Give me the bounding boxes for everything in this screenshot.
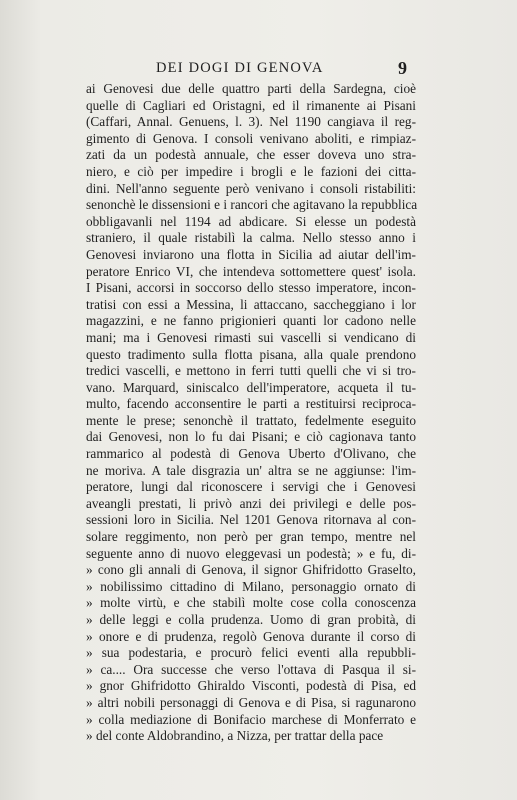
text-line: » onore e di prudenza, regolò Genova durante il corso di bbox=[86, 628, 416, 644]
text-line: dai Genovesi, non lo fu dai Pisani; e ciò cagionava tanto bbox=[86, 429, 416, 445]
text-line: ai Genovesi due delle quattro parti della Sardegna, cioè bbox=[86, 81, 416, 96]
text-line: straniero, il quale ristabilì la calma. Nello stesso anno i bbox=[86, 230, 416, 246]
text-line: quelle di Cagliari ed Oristagni, ed il rimanente ai Pisani bbox=[86, 97, 416, 113]
text-line: tredici vascelli, e mettono in ferri tutti quelli che vi si tro- bbox=[86, 363, 416, 379]
text-line: dini. Nell'anno seguente però venivano i consoli ristabiliti: bbox=[86, 180, 416, 196]
body-text bbox=[86, 81, 416, 745]
text-line: mani; ma i Genovesi rimasti sui vascelli si vendicano di bbox=[86, 329, 416, 345]
page-number: 9 bbox=[398, 58, 407, 78]
text-line: sessioni loro in Sicilia. Nel 1201 Genova ritornava al con- bbox=[86, 512, 416, 528]
text-line: questo tradimento sulla flotta pisana, alla quale prendono bbox=[86, 346, 416, 362]
text-line: » colla mediazione di Bonifacio marchese di Monferrato e bbox=[86, 711, 416, 727]
text-line: I Pisani, accorsi in soccorso dello stesso imperatore, incon- bbox=[86, 280, 416, 296]
text-line: » del conte Aldobrandino, a Nizza, per trattar della pace bbox=[86, 728, 384, 744]
text-line: » delle leggi e colla prudenza. Uomo di gran probità, di bbox=[86, 612, 416, 627]
text-line: » ca.... Ora successe che verso l'ottava di Pasqua il si- bbox=[86, 661, 416, 677]
text-line: » altri nobili personaggi di Genova e di Pisa, si ragunarono bbox=[86, 694, 416, 710]
text-line: peratore Enrico VI, che intendeva sottomettere quest' isola. bbox=[86, 263, 416, 279]
text-line: » gnor Ghifridotto Ghiraldo Visconti, podestà di Pisa, ed bbox=[86, 678, 416, 694]
text-line: zati da un podestà annuale, che esser doveva uno stra- bbox=[86, 147, 416, 163]
text-line: niero, e ciò per impedire i brogli e le fazioni dei citta- bbox=[86, 163, 416, 179]
text-line: » molte virtù, e che stabilì molte cose colla conoscenza bbox=[86, 595, 416, 611]
text-line: gimento di Genova. I consoli venivano aboliti, e rimpiaz- bbox=[86, 130, 416, 146]
running-title: DEI DOGI DI GENOVA bbox=[156, 60, 324, 76]
text-line: obbligavanli nel 1194 ad abdicare. Si elesse un podestà bbox=[86, 213, 416, 229]
text-line: tratisi con essi a Messina, li attaccano, saccheggiano i lor bbox=[86, 296, 416, 312]
text-line: mente le prese; senonchè il trattato, fedelmente eseguito bbox=[86, 412, 416, 428]
text-line: rammarico al podestà di Genova Uberto d'Olivano, che bbox=[86, 446, 416, 462]
text-line: solare reggimento, non però per gran tempo, mentre nel bbox=[86, 529, 416, 545]
text-line: peratore, lungi dal riconoscere i servigi che i Genovesi bbox=[86, 479, 416, 495]
text-line: » cono gli annali di Genova, il signor Ghifridotto Graselto, bbox=[86, 562, 416, 578]
text-line: vano. Marquard, siniscalco dell'imperatore, acqueta il tu- bbox=[86, 379, 416, 395]
text-line: multo, facendo acconsentire le parti a restituirsi reciproca- bbox=[86, 396, 416, 412]
text-line: » nobilissimo cittadino di Milano, personaggio ornato di bbox=[86, 578, 416, 594]
text-line: ne moriva. A tale disgrazia un' altra se ne aggiunse: l'im- bbox=[86, 462, 416, 478]
text-line: seguente anno di nuovo eleggevasi un podestà; » e fu, di- bbox=[86, 545, 416, 561]
text-line: magazzini, e ne fanno prigionieri quanti lor cadono nelle bbox=[86, 313, 416, 329]
text-line: senonchè le dissensioni e i rancori che agitavano la repubblica bbox=[86, 197, 418, 213]
text-line: Genovesi inviarono una flotta in Sicilia ad aiutar dell'im- bbox=[86, 246, 416, 262]
text-line: » sua podestaria, e procurò felici eventi alla repubbli- bbox=[86, 645, 416, 661]
text-line: aveangli prestati, li privò anzi dei privilegi e delle pos- bbox=[86, 495, 416, 511]
text-line: (Caffari, Annal. Genuens, l. 3). Nel 1190 cangiava il reg- bbox=[86, 114, 416, 130]
